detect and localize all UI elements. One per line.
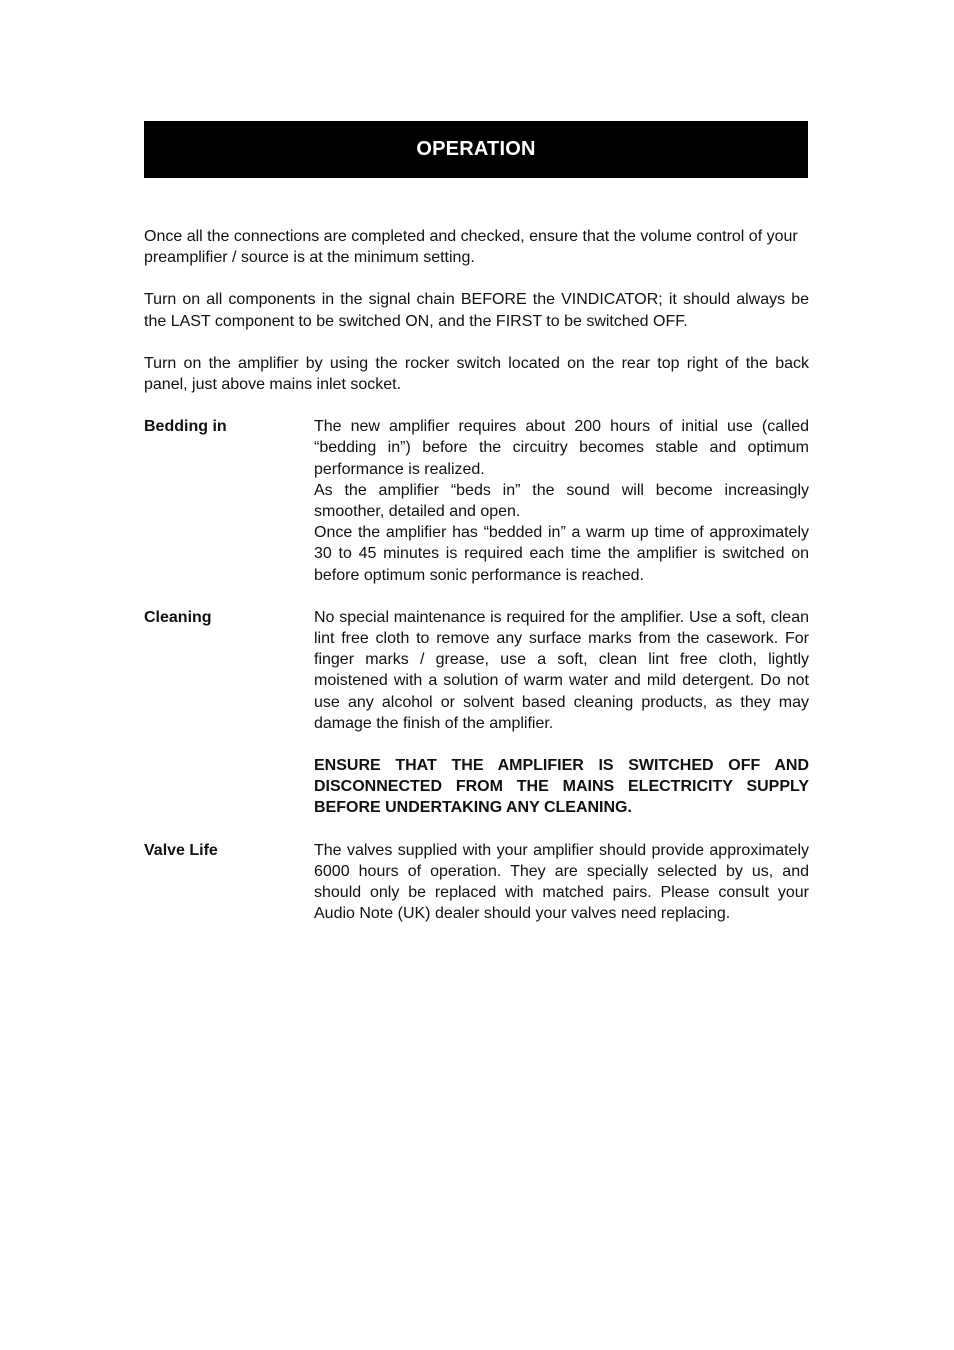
intro-paragraph-rocker-switch: Turn on the amplifier by using the rocker switch located on the rear top right of the back panel, just above mains inlet socket. [144,354,809,394]
bedding-in-paragraph: As the amplifier “beds in” the sound will become increasingly smoother, detailed and open. [314,481,809,521]
cleaning-text [314,607,809,819]
bedding-in-paragraph: The new amplifier requires about 200 hours of initial use (called “bedding in”) before the circuitry becomes stable and optimum performance is realized. [314,418,809,478]
cleaning-warning: ENSURE THAT THE AMPLIFIER IS SWITCHED OFF AND DISCONNECTED FROM THE MAINS ELECTRICITY SUPPLY BEFORE UNDERTAKING ANY CLEANING. [314,757,809,817]
intro-paragraph-power-order: Turn on all components in the signal chain BEFORE the VINDICATOR; it should always be the LAST component to be switched ON, and the FIRST to be switched OFF. [144,291,809,330]
intro-paragraph-volume: Once all the connections are completed and checked, ensure that the volume control of your preamplifier / source is at the minimum setting. [144,228,798,267]
valve-life-heading: Valve Life [144,841,218,859]
valve-life-paragraph: The valves supplied with your amplifier should provide approximately 6000 hours of operation. They are specially selected by us, and should only be replaced with matched pairs. Please consult your Audio Note (UK) dealer should your valves need replacing. [314,841,809,923]
cleaning-paragraph: No special maintenance is required for the amplifier. Use a soft, clean lint free cloth to remove any surface marks from the casework. For finger marks / grease, use a soft, clean lint free cloth, lightly moistened with a solution of warm water and mild detergent. Do not use any alcohol or solvent based cleaning products, as they may damage the finish of the amplifier. [314,608,809,732]
bedding-in-text [314,416,809,586]
page-title: OPERATION [416,138,536,160]
document-body [144,226,809,945]
bedding-in-section [144,416,809,586]
bedding-in-paragraph: Once the amplifier has “bedded in” a warm up time of approximately 30 to 45 minutes is required each time the amplifier is switched on before optimum sonic performance is reached. [314,524,809,584]
valve-life-text [314,840,809,925]
cleaning-heading: Cleaning [144,608,212,626]
valve-life-section [144,840,809,925]
section-header-bar [144,121,808,178]
bedding-in-heading: Bedding in [144,418,227,436]
cleaning-section [144,607,809,819]
